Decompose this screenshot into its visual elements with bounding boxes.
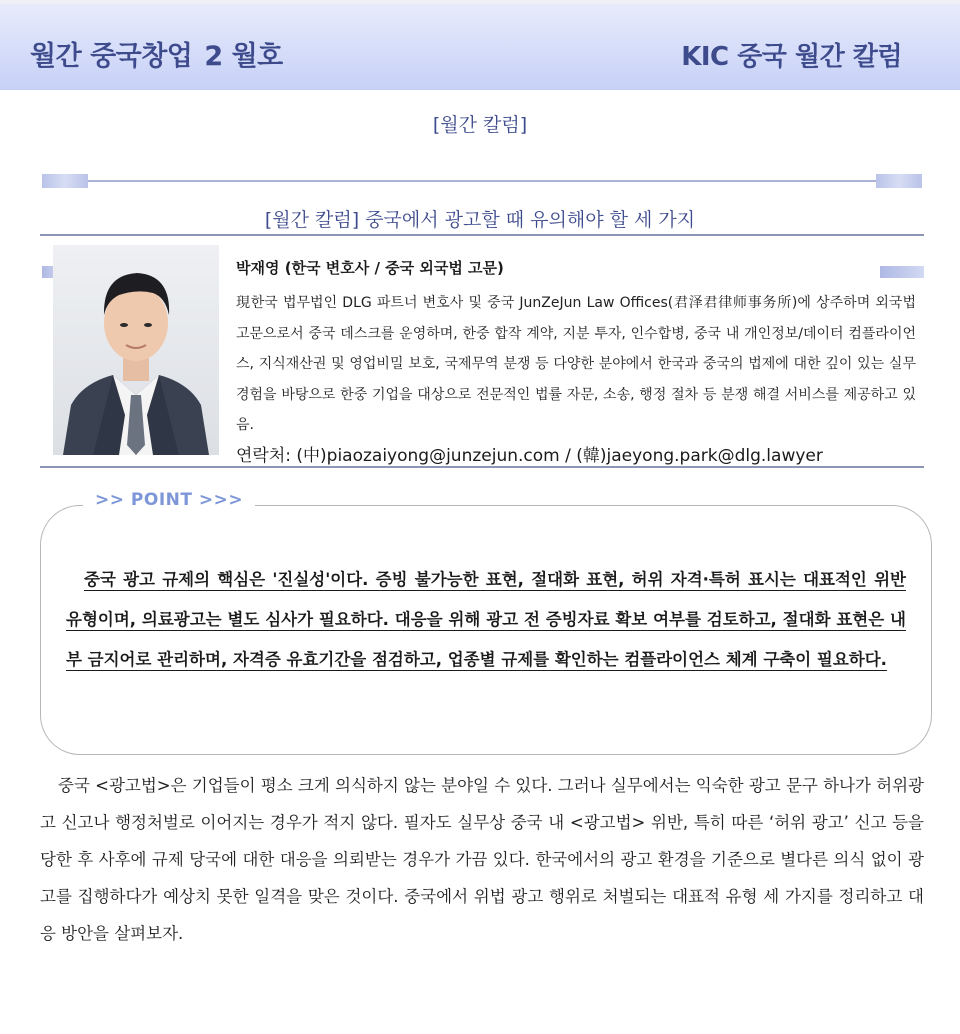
author-name: 박재영 (한국 변호사 / 중국 외국법 고문) — [236, 259, 504, 277]
article-title: [월간 칼럼] 중국에서 광고할 때 유의해야 할 세 가지 — [264, 209, 696, 231]
magazine-title — [30, 34, 283, 73]
side-marker-right — [880, 266, 924, 278]
point-label: >> POINT >>> — [83, 490, 255, 510]
point-summary: 중국 광고 규제의 핵심은 '진실성'이다. 증빙 불가능한 표현, 절대화 표현, 허위 자격·특허 표시는 대표적인 위반 유형이며, 의료광고는 별도 심사가 필요하다. 대응을 위해 광고 전 증빙자료 확보 여부를 검토하고, 절대화 표현은 내부 금지어로 관리하며, 자격증 유효기간을 점검하고, 업종별 규제를 확인하는 컴플라이언스 체계 구축이 필요하다. — [66, 570, 906, 669]
top-divider — [42, 174, 922, 188]
author-underline — [40, 466, 924, 468]
author-bio: 現한국 법무법인 DLG 파트너 변호사 및 중국 JunZeJun Law Offices(君泽君律师事务所)에 상주하며 외국법 고문으로서 중국 데스크를 운영하며, 한중 합작 계약, 지분 투자, 인수합병, 중국 내 개인정보/데이터 컴플라이언스, 지식재산권 및 영업비밀 보호, 국제무역 분쟁 등 다양한 분야에서 한국과 중국의 법제에 대한 깊이 있는 실무 경험을 바탕으로 한중 기업을 대상으로 전문적인 법률 자문, 소송, 행정 절차 등 분쟁 해결 서비스를 제공하고 있음. — [236, 295, 916, 433]
column-series-title: KIC 중국 월간 칼럼 — [681, 42, 902, 72]
author-contact: 연락처: (中)piaozaiyong@junzejun.com / (韓)jaeyong.park@dlg.lawyer — [236, 446, 823, 466]
section-label: [월간 칼럼] — [432, 114, 528, 136]
author-photo — [53, 245, 219, 455]
magazine-name: 월간 중국창업 — [30, 41, 193, 72]
body-paragraph: 중국 <광고법>은 기업들이 평소 크게 의식하지 않는 분야일 수 있다. 그러나 실무에서는 익숙한 광고 문구 하나가 허위광고 신고나 행정처벌로 이어지는 경우가 적지 않다. 필자도 실무상 중국 내 <광고법> 위반, 특히 따른 ‘허위 광고’ 신고 등을 당한 후 사후에 규제 당국에 대한 대응을 의뢰받는 경우가 가끔 있다. 한국에서의 광고 환경을 기준으로 별다른 의식 없이 광고를 집행하다가 예상치 못한 일격을 맞은 것이다. 중국에서 위법 광고 행위로 처벌되는 대표적 유형 세 가지를 정리하고 대응 방안을 살펴보자. — [40, 776, 924, 943]
title-underline — [40, 234, 924, 236]
issue-month: 2 월호 — [204, 41, 283, 72]
header-banner — [0, 0, 960, 90]
